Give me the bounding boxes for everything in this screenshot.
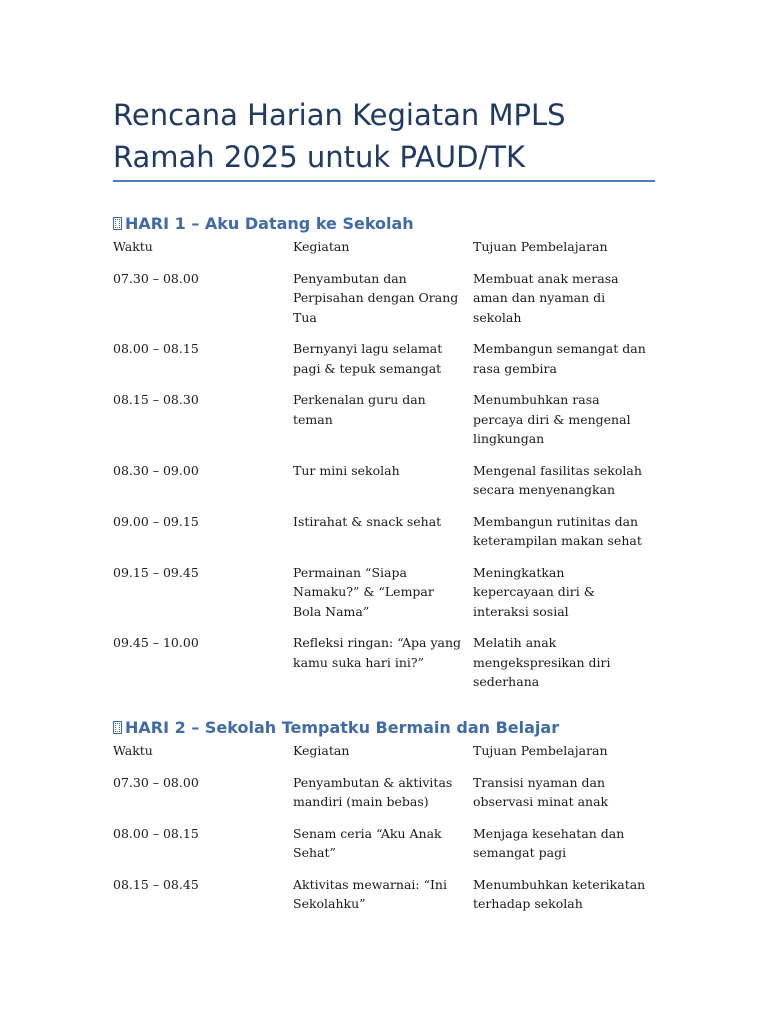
activity-cell: Tur mini sekolah [293,462,400,478]
time-cell: 08.30 – 09.00 [113,462,199,478]
day-1-heading-text: HARI 1 – Aku Datang ke Sekolah [125,214,414,233]
activity-cell: Permainan “Siapa Namaku?” & “Lempar Bola Nama” [293,564,434,619]
goal-cell: Membuat anak merasa aman dan nyaman di sekolah [473,270,619,325]
calendar-icon [113,721,122,734]
activity-cell: Perkenalan guru dan teman [293,392,426,427]
column-header-goal: Tujuan Pembelajaran [473,743,608,758]
table-header-row [113,741,658,773]
table-row [113,773,658,824]
table-row [113,339,658,390]
goal-cell: Melatih anak mengekspresikan diri sederhana [473,635,611,689]
time-cell: 07.30 – 08.00 [113,774,199,790]
table-row [113,563,658,634]
goal-cell: Membangun rutinitas dan keterampilan makan sehat [473,513,642,548]
goal-cell: Transisi nyaman dan observasi minat anak [473,774,609,809]
table-row [113,269,658,340]
goal-cell: Menjaga kesehatan dan semangat pagi [473,825,625,860]
activity-cell: Senam ceria “Aku Anak Sehat” [293,825,442,860]
column-header-time: Waktu [113,239,153,254]
day-2-schedule-table [113,741,658,926]
table-row [113,824,658,875]
document-title: Rencana Harian Kegiatan MPLS Ramah 2025 untuk PAUD/TK [113,98,566,174]
goal-cell: Mengenal fasilitas sekolah secara menyenangkan [473,462,642,497]
time-cell: 09.15 – 09.45 [113,564,199,580]
column-header-goal: Tujuan Pembelajaran [473,239,608,254]
table-row [113,633,658,704]
column-header-activity: Kegiatan [293,239,350,254]
table-header-row [113,237,658,269]
time-cell: 08.15 – 08.45 [113,876,199,892]
activity-cell: Penyambutan dan Perpisahan dengan Orang Tua [293,270,459,325]
goal-cell: Menumbuhkan keterikatan terhadap sekolah [473,876,646,911]
activity-cell: Aktivitas mewarnai: “Ini Sekolahku” [293,876,447,911]
day-1-section [113,211,658,704]
activity-cell: Bernyanyi lagu selamat pagi & tepuk semangat [293,341,443,376]
day-1-schedule-table [113,237,658,704]
table-row [113,512,658,563]
activity-cell: Penyambutan & aktivitas mandiri (main bebas) [293,774,453,809]
goal-cell: Membangun semangat dan rasa gembira [473,341,646,376]
table-row [113,875,658,926]
time-cell: 09.45 – 10.00 [113,635,199,650]
time-cell: 08.00 – 08.15 [113,341,199,356]
goal-cell: Menumbuhkan rasa percaya diri & mengenal lingkungan [473,392,631,446]
day-2-heading-text: HARI 2 – Sekolah Tempatku Bermain dan Belajar [125,718,560,737]
day-2-section [113,715,658,926]
table-row [113,390,658,461]
title-divider [113,180,655,182]
calendar-icon [113,217,122,230]
time-cell: 08.15 – 08.30 [113,392,199,407]
day-2-heading [113,715,658,741]
time-cell: 09.00 – 09.15 [113,513,199,529]
time-cell: 07.30 – 08.00 [113,270,199,286]
activity-cell: Refleksi ringan: “Apa yang kamu suka hari ini?” [293,635,462,670]
table-row [113,461,658,512]
column-header-activity: Kegiatan [293,743,350,758]
goal-cell: Meningkatkan kepercayaan diri & interaksi sosial [473,564,595,619]
time-cell: 08.00 – 08.15 [113,825,199,841]
activity-cell: Istirahat & snack sehat [293,513,442,529]
day-1-heading [113,211,658,237]
column-header-time: Waktu [113,743,153,758]
